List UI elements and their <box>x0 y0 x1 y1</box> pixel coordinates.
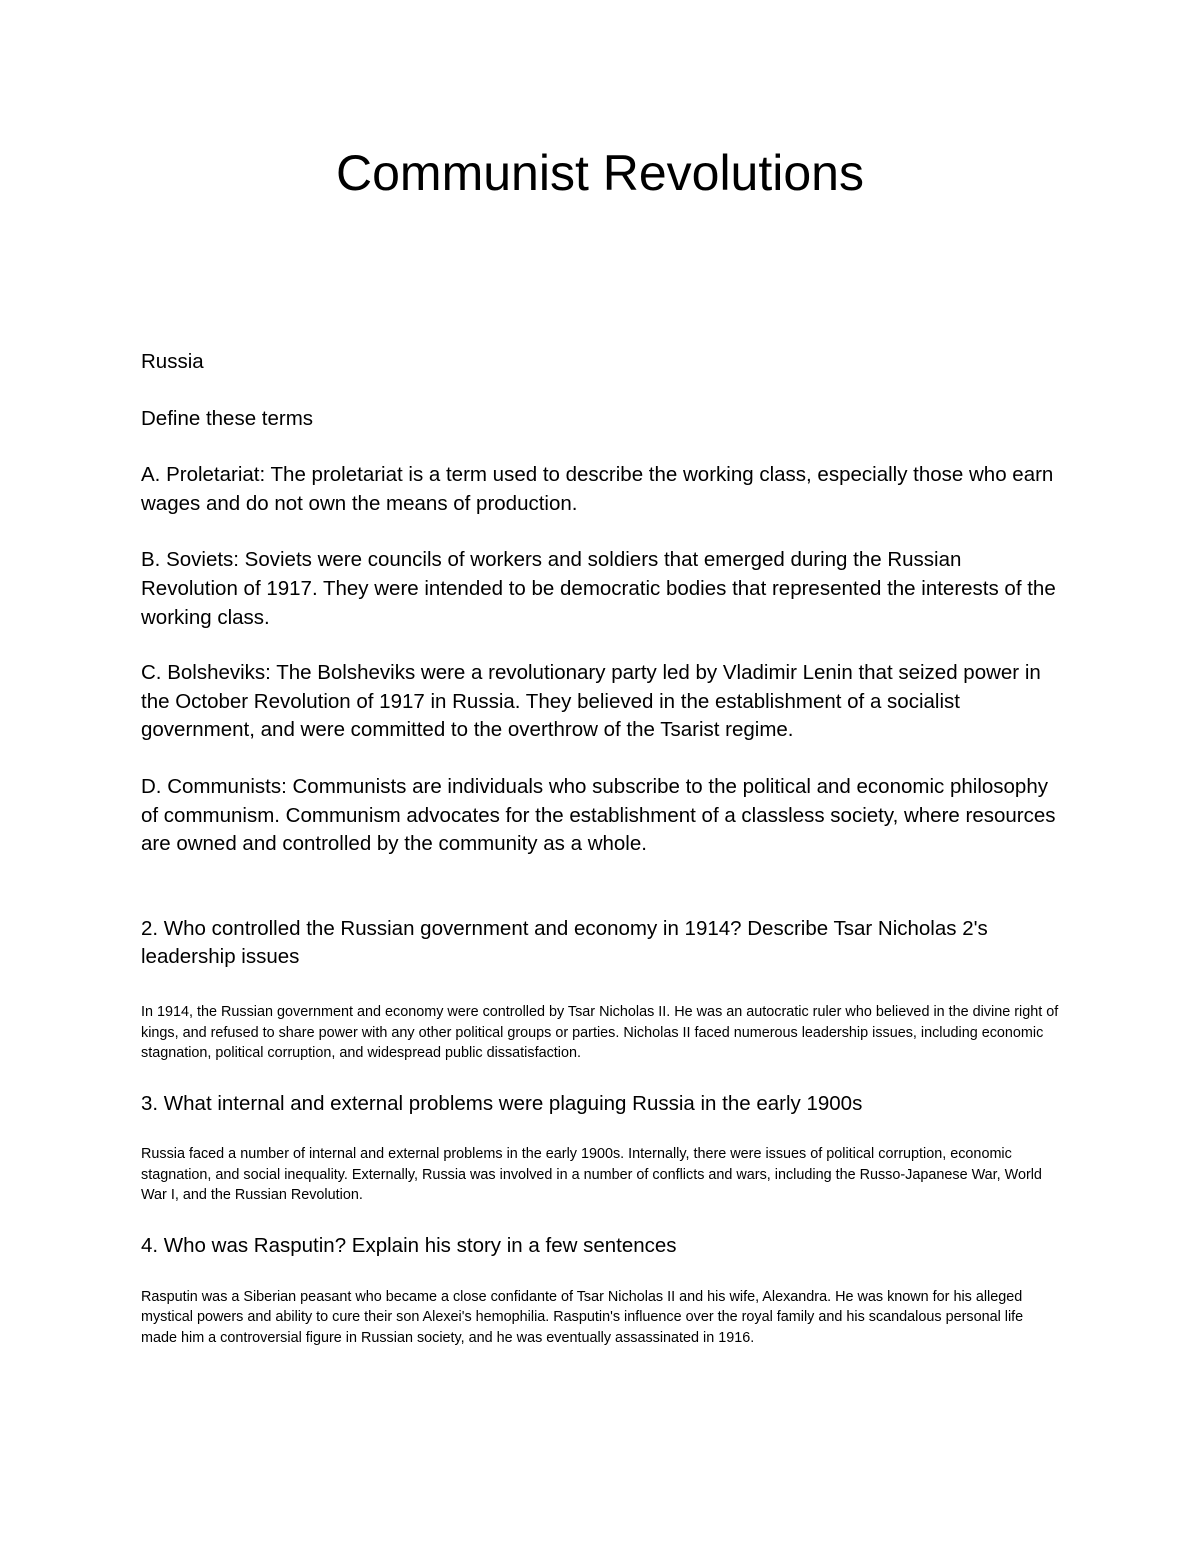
term-soviets: B. Soviets: Soviets were councils of workers and soldiers that emerged during the Russian Revolution of 1917. They were intended to be democratic bodies that represented the interests of the working class. <box>141 548 1056 629</box>
region-heading: Russia <box>141 350 204 373</box>
answer-3: Russia faced a number of internal and external problems in the early 1900s. Internally, there were issues of political corruption, economic stagnation, and social inequality. Externally, Russia was involved in a number of conflicts and wars, including the Russo-Japanese War, World War I, and the Russian Revolution. <box>141 1146 1042 1204</box>
document-body <box>141 348 1061 1348</box>
instruction-text: Define these terms <box>141 406 314 430</box>
question-4: 4. Who was Rasputin? Explain his story in a few sentences <box>141 1234 677 1258</box>
question-3: 3. What internal and external problems were plaguing Russia in the early 1900s <box>141 1091 863 1115</box>
term-bolsheviks: C. Bolsheviks: The Bolsheviks were a revolutionary party led by Vladimir Lenin that seized power in the October Revolution of 1917 in Russia. They believed in the establishment of a socialist government, and were committed to the overthrow of the Tsarist regime. <box>141 661 1041 742</box>
answer-2: In 1914, the Russian government and economy were controlled by Tsar Nicholas II. He was an autocratic ruler who believed in the divine right of kings, and refused to share power with any other political groups or parties. Nicholas II faced numerous leadership issues, including economic stagnation, political corruption, and widespread public dissatisfaction. <box>141 1003 1059 1062</box>
answer-4: Rasputin was a Siberian peasant who became a close confidante of Tsar Nicholas II and his wife, Alexandra. He was known for his alleged mystical powers and ability to cure their son Alexei's hemophilia. Rasputin's influence over the royal family and his scandalous personal life made him a controversial figure in Russian society, and he was eventually assassinated in 1916. <box>141 1288 1024 1346</box>
term-proletariat: A. Proletariat: The proletariat is a term used to describe the working class, especially those who earn wages and do not own the means of production. <box>141 463 1054 515</box>
question-2: 2. Who controlled the Russian government and economy in 1914? Describe Tsar Nicholas 2's leadership issues <box>141 916 988 969</box>
page-title: Communist Revolutions <box>336 145 864 201</box>
term-communists: D. Communists: Communists are individuals who subscribe to the political and economic philosophy of communism. Communism advocates for the establishment of a classless society, where resources are owned and controlled by the community as a whole. <box>141 774 1056 856</box>
